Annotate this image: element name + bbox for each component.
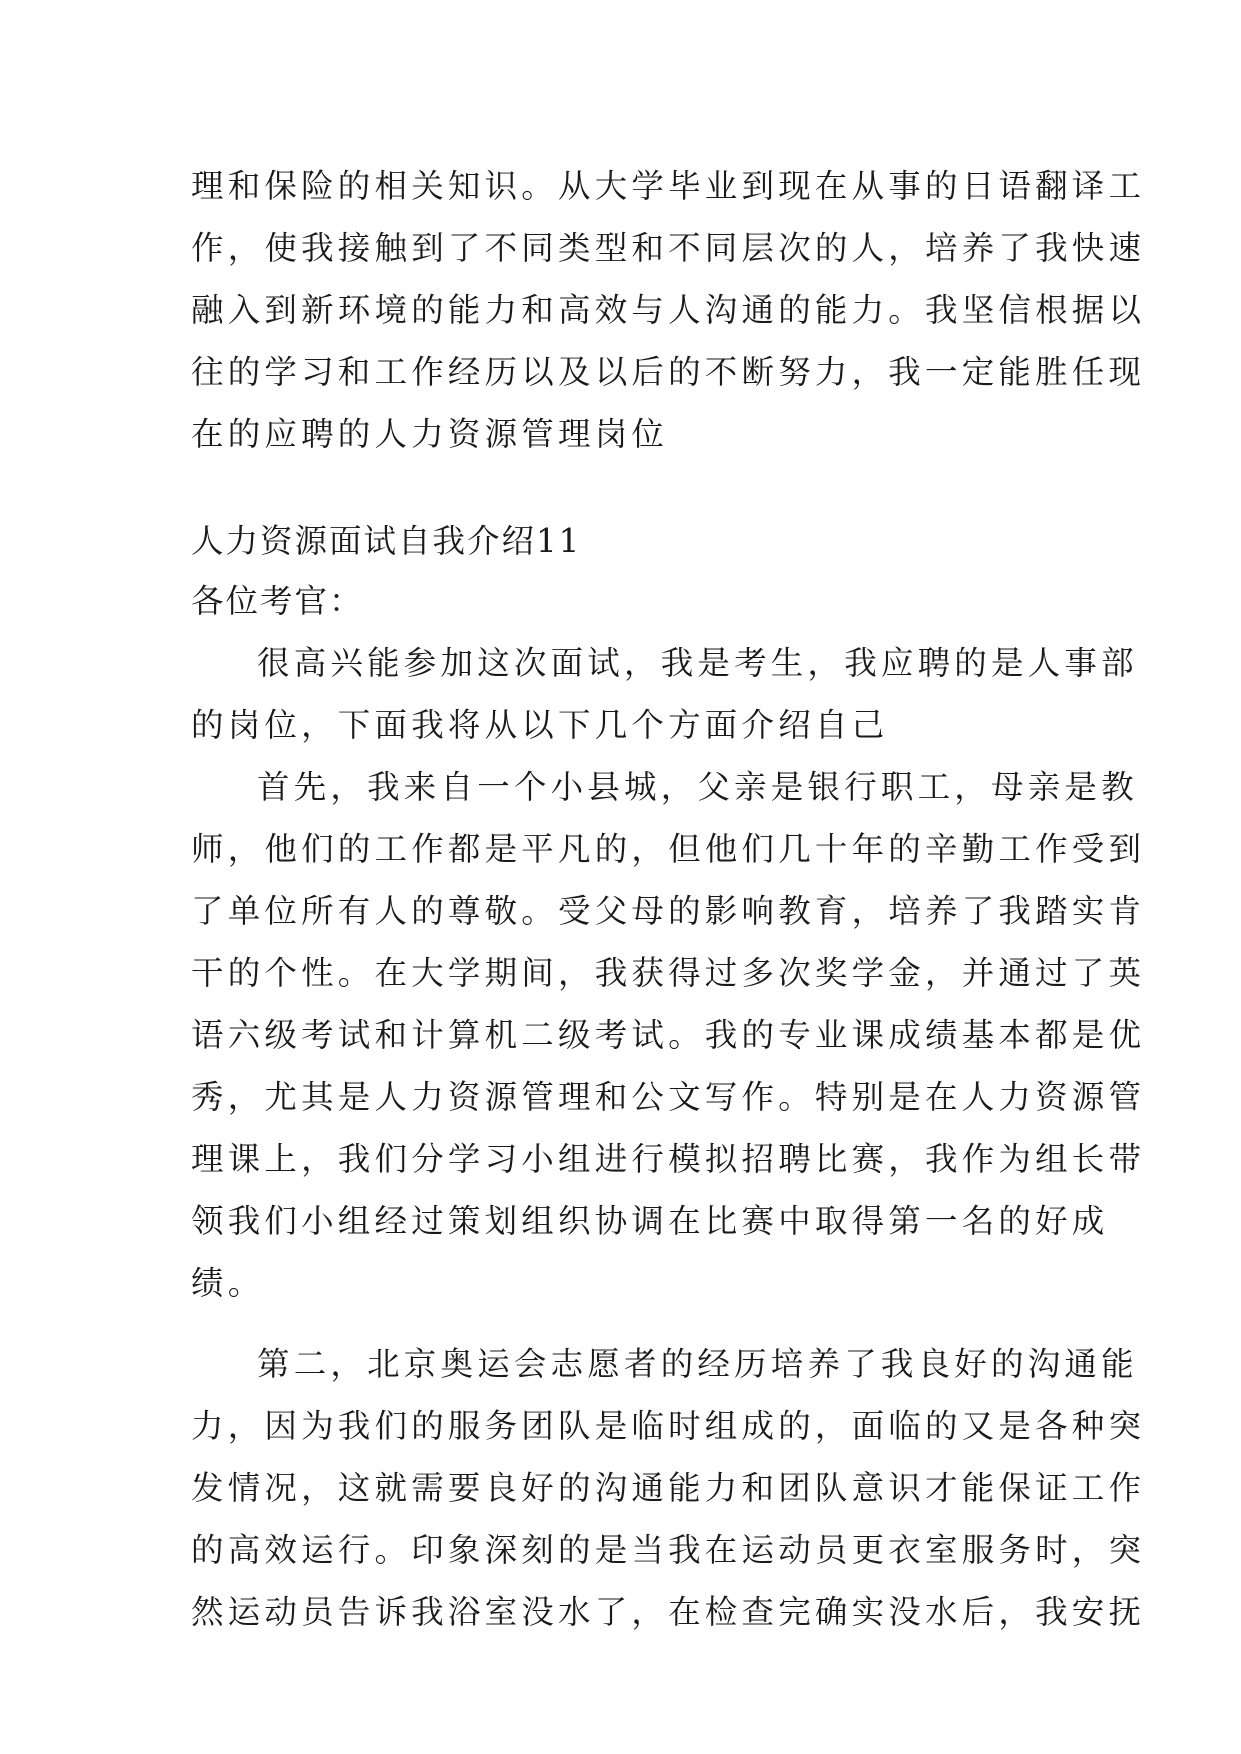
salutation: 各位考官： [191,582,364,620]
text-line: 语六级考试和计算机二级考试。我的专业课成绩基本都是优 [191,1016,1146,1054]
text-line: 发情况，这就需要良好的沟通能力和团队意识才能保证工作 [191,1469,1146,1507]
text-line: 了单位所有人的尊敬。受父母的影响教育，培养了我踏实肯 [191,892,1146,930]
text-line: 融入到新环境的能力和高效与人沟通的能力。我坚信根据以 [191,291,1146,329]
section-title: 人力资源面试自我介绍11 [191,522,582,560]
text-line: 秀，尤其是人力资源管理和公文写作。特别是在人力资源管 [191,1078,1146,1116]
text-line: 往的学习和工作经历以及以后的不断努力，我一定能胜任现 [191,353,1146,391]
text-line: 领我们小组经过策划组织协调在比赛中取得第一名的好成 [191,1202,1109,1240]
text-line: 师，他们的工作都是平凡的，但他们几十年的辛勤工作受到 [191,830,1146,868]
text-line: 理课上，我们分学习小组进行模拟招聘比赛，我作为组长带 [191,1140,1146,1178]
text-line: 的高效运行。印象深刻的是当我在运动员更衣室服务时，突 [191,1531,1146,1569]
text-line: 的岗位，下面我将从以下几个方面介绍自己 [191,706,889,744]
text-line: 第二，北京奥运会志愿者的经历培养了我良好的沟通能 [257,1345,1138,1383]
text-line: 力，因为我们的服务团队是临时组成的，面临的又是各种突 [191,1407,1146,1445]
text-line: 作，使我接触到了不同类型和不同层次的人，培养了我快速 [191,229,1146,267]
text-line: 然运动员告诉我浴室没水了，在检查完确实没水后，我安抚 [191,1593,1146,1631]
text-line: 在的应聘的人力资源管理岗位 [191,415,669,453]
text-line: 很高兴能参加这次面试，我是考生，我应聘的是人事部 [257,644,1138,682]
text-line: 理和保险的相关知识。从大学毕业到现在从事的日语翻译工 [191,167,1146,205]
text-line: 绩。 [191,1264,265,1302]
text-line: 首先，我来自一个小县城，父亲是银行职工，母亲是教 [257,768,1138,806]
text-line: 干的个性。在大学期间，我获得过多次奖学金，并通过了英 [191,954,1146,992]
